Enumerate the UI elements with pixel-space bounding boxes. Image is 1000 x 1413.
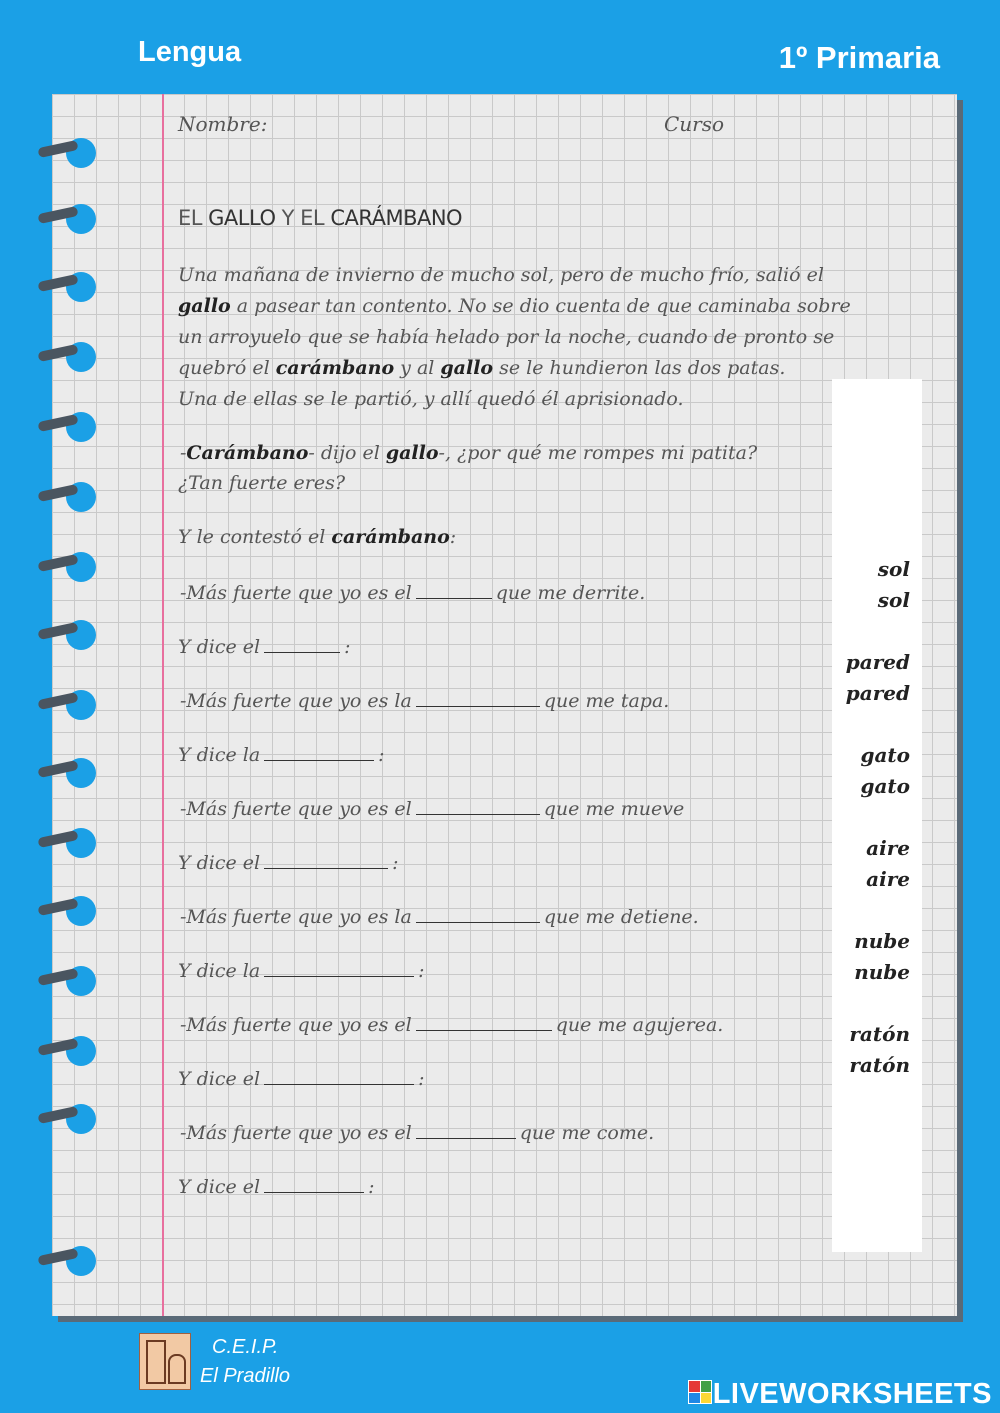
draggable-word[interactable]: pared — [845, 650, 910, 674]
answer-blank[interactable] — [416, 796, 540, 815]
title-word-carambano: CARÁMBANO — [330, 206, 463, 230]
dialog-line: -Carámbano- dijo el gallo-, ¿por qué me rompes mi patita? — [180, 442, 758, 464]
draggable-word[interactable]: sol — [877, 557, 910, 581]
title-part: Y EL — [275, 206, 331, 230]
answer-blank[interactable] — [264, 742, 374, 761]
draggable-word[interactable]: nube — [854, 929, 910, 953]
title-part: EL — [178, 206, 209, 230]
line-text: que me agujerea. — [555, 1014, 724, 1036]
line-text: : — [392, 852, 399, 874]
answer-blank[interactable] — [264, 958, 414, 977]
draggable-word[interactable]: sol — [877, 588, 910, 612]
ring-icon — [38, 340, 102, 374]
fill-line — [178, 850, 398, 874]
school-name-line2: El Pradillo — [200, 1365, 291, 1387]
margin-line — [162, 94, 164, 1316]
answer-blank[interactable] — [264, 1174, 364, 1193]
fill-line — [178, 742, 385, 766]
paragraph-line: quebró el carámbano y al gallo se le hundieron las dos patas. — [178, 357, 786, 379]
ring-icon — [38, 202, 102, 236]
line-text: Y dice el — [178, 1176, 261, 1198]
answer-blank[interactable] — [416, 1120, 516, 1139]
fill-line — [180, 1012, 723, 1036]
paragraph-line: Una de ellas se le partió, y allí quedó él aprisionado. — [178, 388, 684, 410]
line-text: -Más fuerte que yo es el — [180, 798, 412, 820]
line-text: Y dice el — [178, 636, 261, 658]
line-text: Y dice la — [178, 744, 261, 766]
ring-icon — [38, 618, 102, 652]
draggable-word[interactable]: ratón — [849, 1022, 910, 1046]
fill-line — [178, 958, 425, 982]
ring-icon — [38, 550, 102, 584]
answer-blank[interactable] — [264, 850, 388, 869]
ring-icon — [38, 410, 102, 444]
fill-line — [180, 904, 699, 928]
name-label: Nombre: — [178, 112, 268, 136]
line-text: -Más fuerte que yo es el — [180, 582, 412, 604]
answer-blank[interactable] — [416, 580, 492, 599]
line-text: : — [368, 1176, 375, 1198]
ring-icon — [38, 756, 102, 790]
story-title — [178, 206, 462, 230]
fill-line — [178, 1174, 374, 1198]
school-name-line1: C.E.I.P. — [212, 1336, 279, 1358]
fill-line — [180, 796, 684, 820]
line-text: que me come. — [519, 1122, 655, 1144]
draggable-word[interactable]: pared — [845, 681, 910, 705]
line-text: : — [418, 960, 425, 982]
answer-blank[interactable] — [416, 1012, 552, 1031]
draggable-word[interactable]: nube — [854, 960, 910, 984]
paragraph-line: Una mañana de invierno de mucho sol, pero de mucho frío, salió el — [178, 264, 824, 286]
course-label: Curso — [664, 112, 725, 136]
draggable-word[interactable]: gato — [860, 743, 910, 767]
line-text: que me tapa. — [543, 690, 670, 712]
line-text: que me mueve — [543, 798, 685, 820]
line-text: : — [344, 636, 351, 658]
line-text: -Más fuerte que yo es el — [180, 1014, 412, 1036]
ring-icon — [38, 1244, 102, 1278]
ring-icon — [38, 688, 102, 722]
line-text: que me derrite. — [495, 582, 646, 604]
line-text: : — [418, 1068, 425, 1090]
answer-blank[interactable] — [264, 1066, 414, 1085]
subject-title: Lengua — [138, 36, 242, 68]
ring-icon — [38, 826, 102, 860]
ring-icon — [38, 1102, 102, 1136]
answer-blank[interactable] — [416, 904, 540, 923]
fill-line — [178, 1066, 424, 1090]
reply-intro: Y le contestó el carámbano: — [178, 526, 457, 548]
answer-blank[interactable] — [264, 634, 340, 653]
line-text: Y dice el — [178, 852, 261, 874]
line-text: -Más fuerte que yo es la — [180, 690, 412, 712]
liveworksheets-brand[interactable]: LIVEWORKSHEETS — [712, 1378, 992, 1410]
liveworksheets-logo-icon — [688, 1380, 712, 1404]
paragraph-line: gallo a pasear tan contento. No se dio cuenta de que caminaba sobre — [178, 295, 851, 317]
line-text: Y dice el — [178, 1068, 261, 1090]
paragraph-line: un arroyuelo que se había helado por la noche, cuando de pronto se — [178, 326, 835, 348]
grade-title: 1º Primaria — [778, 40, 940, 75]
fill-line — [180, 1120, 654, 1144]
line-text: -Más fuerte que yo es la — [180, 906, 412, 928]
fill-line — [180, 580, 645, 604]
line-text: que me detiene. — [543, 906, 699, 928]
ring-icon — [38, 964, 102, 998]
draggable-word[interactable]: aire — [866, 836, 910, 860]
dialog-line: ¿Tan fuerte eres? — [178, 472, 346, 494]
ring-icon — [38, 270, 102, 304]
line-text: : — [378, 744, 385, 766]
ring-icon — [38, 136, 102, 170]
ring-icon — [38, 480, 102, 514]
ring-icon — [38, 894, 102, 928]
word-bank — [832, 379, 922, 1252]
school-logo — [139, 1333, 191, 1390]
line-text: -Más fuerte que yo es el — [180, 1122, 412, 1144]
fill-line — [178, 634, 350, 658]
draggable-word[interactable]: ratón — [849, 1053, 910, 1077]
answer-blank[interactable] — [416, 688, 540, 707]
fill-line — [180, 688, 669, 712]
ring-icon — [38, 1034, 102, 1068]
line-text: Y dice la — [178, 960, 261, 982]
notebook-paper — [52, 94, 957, 1316]
title-word-gallo: GALLO — [208, 206, 276, 230]
draggable-word[interactable]: aire — [866, 867, 910, 891]
story-paragraph — [178, 260, 851, 415]
draggable-word[interactable]: gato — [860, 774, 910, 798]
